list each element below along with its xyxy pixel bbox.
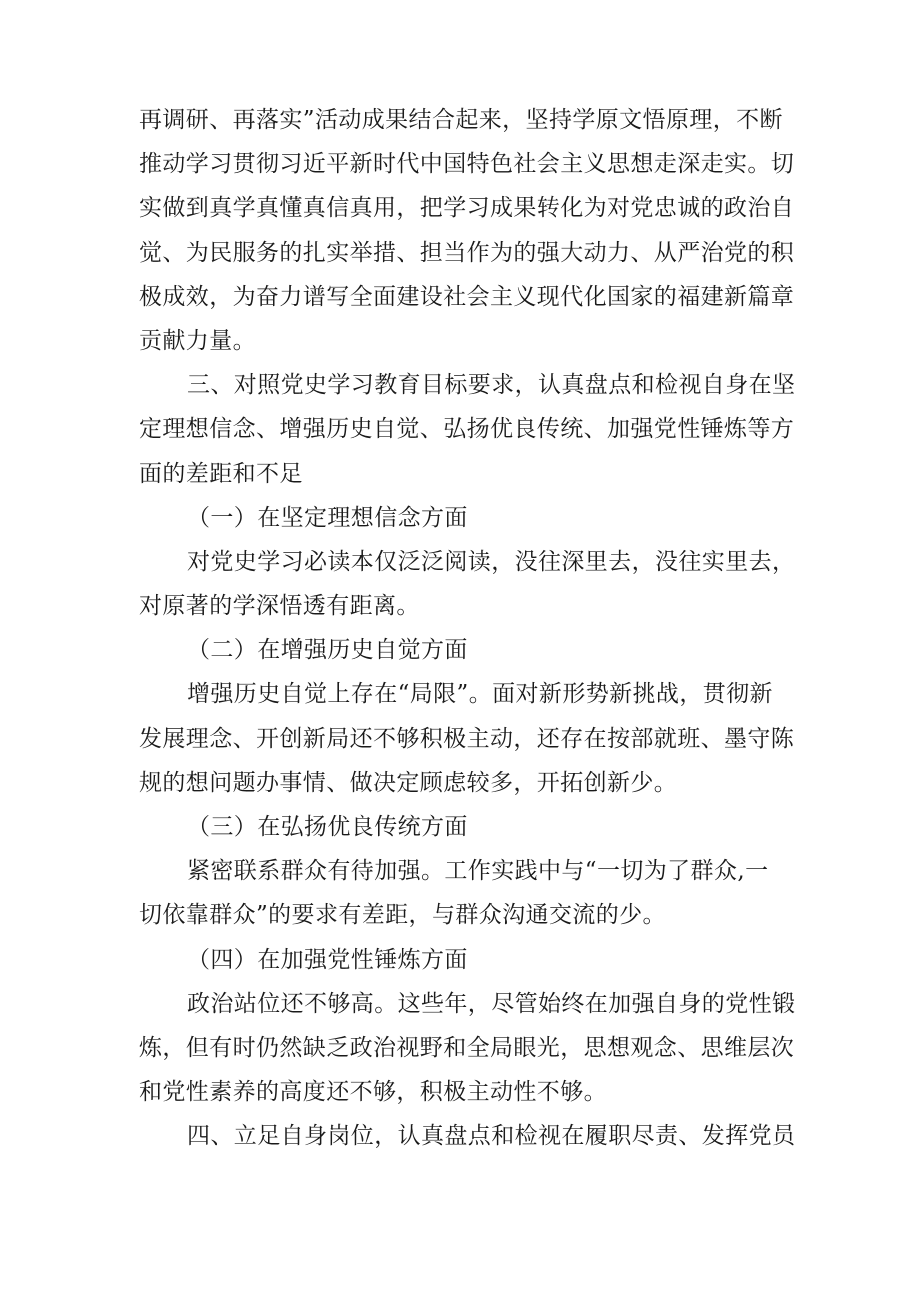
paragraph-line: 对原著的学深悟透有距离。: [139, 593, 420, 620]
paragraph-line: 规的想问题办事情、做决定顾虑较多，开拓创新少。: [139, 769, 678, 796]
subsection-heading: （二）在增强历史自觉方面: [187, 637, 468, 664]
paragraph-line: 再调研、再落实”活动成果结合起来，坚持学原文悟原理，不断: [139, 107, 783, 133]
paragraph-line: 实做到真学真懂真信真用，把学习成果转化为对党忠诚的政治自: [139, 195, 795, 222]
section-heading-line: 定理想信念、增强历史自觉、弘扬优良传统、加强党性锤炼等方: [139, 416, 795, 443]
section-heading-line: 四、立足自身岗位，认真盘点和检视在履职尽责、发挥党员: [187, 1123, 796, 1150]
document-body: [139, 98, 796, 1159]
paragraph-line: 增强历史自觉上存在“局限”。面对新形势新挑战，贯彻新: [187, 681, 773, 708]
paragraph-line: 对党史学习必读本仅泛泛阅读，没往深里去，没往实里去，: [187, 548, 796, 575]
subsection-heading: （三）在弘扬优良传统方面: [187, 814, 468, 840]
paragraph-line: 推动学习贯彻习近平新时代中国特色社会主义思想走深走实。切: [139, 151, 795, 178]
paragraph-line: 紧密联系群众有待加强。工作实践中与“一切为了群众,一: [187, 858, 769, 885]
section-heading-line: 面的差距和不足: [139, 460, 303, 487]
paragraph-line: 和党性素养的高度还不够，积极主动性不够。: [139, 1079, 607, 1106]
paragraph-line: 极成效，为奋力谱写全面建设社会主义现代化国家的福建新篇章: [139, 283, 795, 310]
paragraph-line: 贡献力量。: [139, 327, 256, 354]
section-heading-line: 三、对照党史学习教育目标要求，认真盘点和检视自身在坚: [187, 372, 796, 399]
paragraph-line: 切依靠群众”的要求有差距，与群众沟通交流的少。: [139, 902, 666, 929]
paragraph-line: 发展理念、开创新局还不够积极主动，还存在按部就班、墨守陈: [139, 725, 795, 752]
subsection-heading: （四）在加强党性锤炼方面: [187, 946, 468, 973]
subsection-heading: （一）在坚定理想信念方面: [187, 504, 468, 531]
paragraph-line: 政治站位还不够高。这些年，尽管始终在加强自身的党性锻: [187, 990, 796, 1017]
paragraph-line: 觉、为民服务的扎实举措、担当作为的强大动力、从严治党的积: [139, 239, 795, 266]
paragraph-line: 炼，但有时仍然缺乏政治视野和全局眼光，思想观念、思维层次: [139, 1034, 795, 1061]
